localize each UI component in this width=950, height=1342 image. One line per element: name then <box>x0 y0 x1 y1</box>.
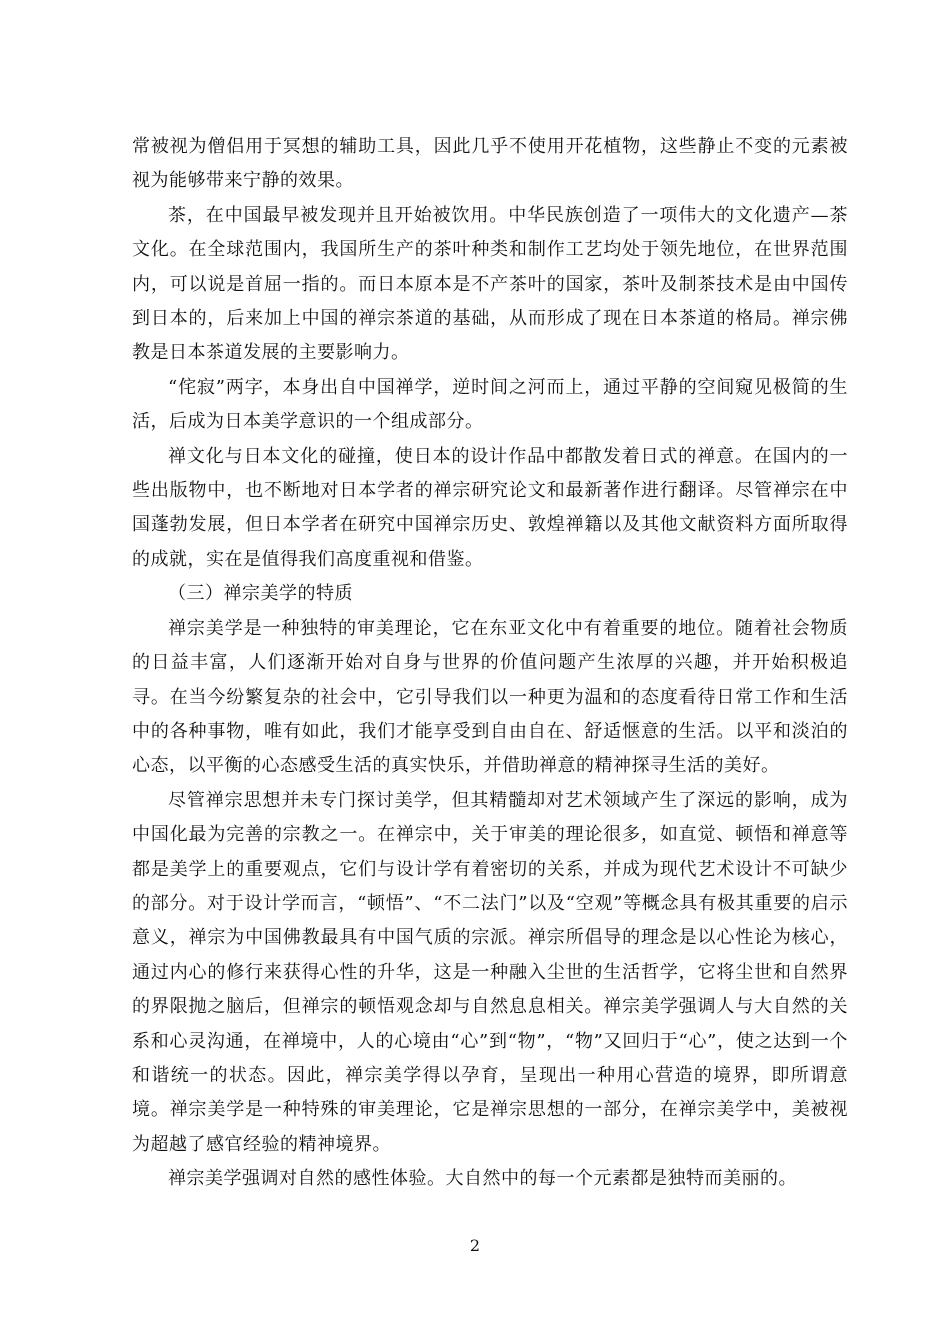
section-heading: （三）禅宗美学的特质 <box>168 583 353 605</box>
paragraph-zen-japan: 禅文化与日本文化的碰撞，使日本的设计作品中都散发着日式的禅意。在国内的一些出版物中，也不断地对日本学者的禅宗研究论文和最新著作进行翻译。尽管禅宗在中国蓬勃发展，但日本学者在研究中国禅宗历史、敦煌禅籍以及其他文献资料方面所取得的成就，实在是值得我们高度重视和借鉴。 <box>132 445 848 570</box>
page-body <box>132 130 848 1197</box>
paragraph-wabi-sabi: “侘寂”两字，本身出自中国禅学，逆时间之河而上，通过平静的空间窥见极简的生活，后成为日本美学意识的一个组成部分。 <box>132 376 848 433</box>
paragraph-continued: 常被视为僧侣用于冥想的辅助工具，因此几乎不使用开花植物，这些静止不变的元素被视为能够带来宁静的效果。 <box>132 136 848 192</box>
paragraph-zen-aesthetics: 禅宗美学是一种独特的审美理论，它在东亚文化中有着重要的地位。随着社会物质的日益丰富，人们逐渐开始对自身与世界的价值问题产生浓厚的兴趣，并开始积极追寻。在当今纷繁复杂的社会中，它引导我们以一种更为温和的态度看待日常工作和生活中的各种事物，唯有如此，我们才能享受到自由自在、舒适惬意的生活。以平和淡泊的心态，以平衡的心态感受生活的真实快乐，并借助禅意的精神探寻生活的美好。 <box>132 617 848 777</box>
page-number: 2 <box>469 1236 481 1255</box>
paragraph-nature: 禅宗美学强调对自然的感性体验。大自然中的每一个元素都是独特而美丽的。 <box>168 1168 797 1190</box>
paragraph-tea: 茶，在中国最早被发现并且开始被饮用。中华民族创造了一项伟大的文化遗产—茶文化。在全球范围内，我国所生产的茶叶种类和制作工艺均处于领先地位，在世界范围内，可以说是首屈一指的。而日本原本是不产茶叶的国家，茶叶及制茶技术是由中国传到日本的，后来加上中国的禅宗茶道的基础，从而形成了现在日本茶道的格局。禅宗佛教是日本茶道发展的主要影响力。 <box>132 204 848 364</box>
paragraph-zen-thought: 尽管禅宗思想并未专门探讨美学，但其精髓却对艺术领域产生了深远的影响，成为中国化最为完善的宗教之一。在禅宗中，关于审美的理论很多，如直觉、顿悟和禅意等都是美学上的重要观点，它们与设计学有着密切的关系，并成为现代艺术设计不可缺少的部分。对于设计学而言，“顿悟”、“不二法门”以及“空观”等概念具有极其重要的启示意义，禅宗为中国佛教最具有中国气质的宗派。禅宗所倡导的理念是以心性论为核心，通过内心的修行来获得心性的升华，这是一种融入尘世的生活哲学，它将尘世和自然界的界限抛之脑后，但禅宗的顿悟观念却与自然息息相关。禅宗美学强调人与大自然的关系和心灵沟通，在禅境中，人的心境由“心”到“物”，“物”又回归于“心”，使之达到一个和谐统一的状态。因此，禅宗美学得以孕育，呈现出一种用心营造的境界，即所谓意境。禅宗美学是一种特殊的审美理论，它是禅宗思想的一部分，在禅宗美学中，美被视为超越了感官经验的精神境界。 <box>132 789 848 1155</box>
